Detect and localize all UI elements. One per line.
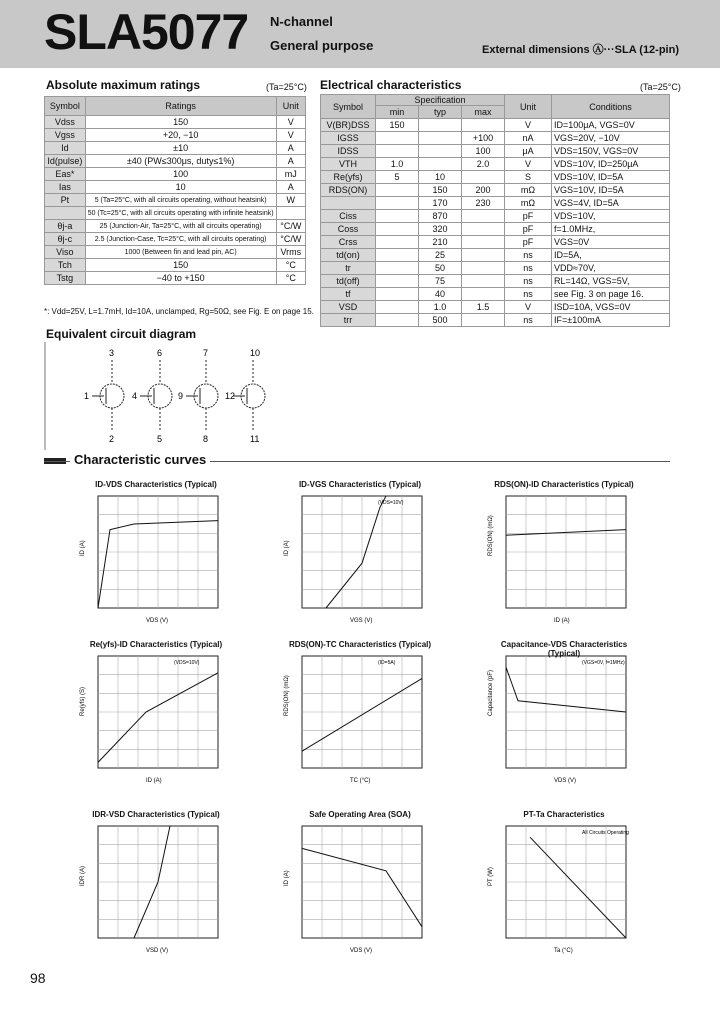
data-curve <box>530 837 626 938</box>
y-axis-label: Re(yfs) (S) <box>80 687 86 716</box>
elec-max: 100 <box>462 145 505 158</box>
circuit-pin-left: 4 <box>132 391 138 401</box>
elec-condition: VDS=150V, VGS=0V <box>552 145 670 158</box>
elec-col-max: max <box>462 106 505 119</box>
abs-rating: 50 (Tc=25°C, with all circuits operating with infinite heatsink) <box>85 207 276 220</box>
elec-condition: ID=5A, <box>552 249 670 262</box>
elec-typ: 50 <box>419 262 462 275</box>
x-axis-label: Ta (°C) <box>554 948 573 954</box>
abs-symbol: Id <box>45 142 86 155</box>
abs-unit: °C <box>276 272 305 285</box>
elec-min: 5 <box>376 171 419 184</box>
abs-unit: mJ <box>276 168 305 181</box>
elec-row <box>321 288 670 301</box>
elec-symbol: Crss <box>321 236 376 249</box>
circuit-pin-top: 6 <box>157 348 163 358</box>
abs-max-table <box>44 96 306 285</box>
elec-unit: pF <box>505 223 552 236</box>
elec-col-spec: Specification <box>376 95 505 106</box>
elec-min <box>376 197 419 210</box>
abs-col-symbol: Symbol <box>45 97 86 116</box>
elec-row <box>321 197 670 210</box>
chart-plot <box>76 492 236 634</box>
circuit-pin-top: 10 <box>250 348 261 358</box>
chart-plot <box>76 652 236 794</box>
circuit-pin-bottom: 8 <box>203 434 209 444</box>
elec-min <box>376 275 419 288</box>
chart-title: Re(yfs)-ID Characteristics (Typical) <box>89 640 223 649</box>
elec-typ: 210 <box>419 236 462 249</box>
x-axis-label: VGS (V) <box>350 618 373 624</box>
circuit-pin-left: 9 <box>178 391 184 401</box>
circuit-pin-top: 7 <box>203 348 209 358</box>
chart-4 <box>76 640 236 782</box>
abs-rating: ±10 <box>85 142 276 155</box>
elec-typ: 500 <box>419 314 462 327</box>
elec-condition: RL=14Ω, VGS=5V, <box>552 275 670 288</box>
abs-unit: V <box>276 116 305 129</box>
elec-min <box>376 210 419 223</box>
y-axis-label: PT (W) <box>488 867 494 886</box>
abs-unit: A <box>276 155 305 168</box>
elec-row <box>321 171 670 184</box>
abs-symbol: Tstg <box>45 272 86 285</box>
elec-typ: 75 <box>419 275 462 288</box>
elec-max <box>462 119 505 132</box>
equivalent-circuit <box>44 342 322 450</box>
elec-table <box>320 94 670 327</box>
elec-unit: S <box>505 171 552 184</box>
part-number: SLA5077 <box>44 4 249 60</box>
abs-symbol: Viso <box>45 246 86 259</box>
elec-max: 230 <box>462 197 505 210</box>
elec-row <box>321 184 670 197</box>
abs-row <box>45 220 306 233</box>
elec-unit: nA <box>505 132 552 145</box>
elec-row <box>321 158 670 171</box>
abs-row <box>45 246 306 259</box>
abs-unit: V <box>276 129 305 142</box>
abs-row <box>45 142 306 155</box>
chart-title: Capacitance-VDS Characteristics (Typical) <box>500 640 628 658</box>
elec-condition: see Fig. 3 on page 16. <box>552 288 670 301</box>
abs-row <box>45 272 306 285</box>
elec-min <box>376 262 419 275</box>
elec-max <box>462 262 505 275</box>
elec-unit: V <box>505 158 552 171</box>
x-axis-label: VDS (V) <box>350 948 373 954</box>
elec-min <box>376 314 419 327</box>
elec-condition: ISD=10A, VGS=0V <box>552 301 670 314</box>
elec-min <box>376 301 419 314</box>
elec-max: 1.5 <box>462 301 505 314</box>
circuit-diagram <box>46 342 322 450</box>
elec-typ: 1.0 <box>419 301 462 314</box>
elec-condition: VDS=10V, <box>552 210 670 223</box>
elec-row <box>321 301 670 314</box>
circuit-pin-top: 3 <box>109 348 115 358</box>
abs-symbol: Eas* <box>45 168 86 181</box>
elec-typ: 320 <box>419 223 462 236</box>
chart-title: ID-VGS Characteristics (Typical) <box>298 480 422 489</box>
elec-max <box>462 314 505 327</box>
elec-symbol: tr <box>321 262 376 275</box>
chart-title: IDR-VSD Characteristics (Typical) <box>92 810 220 819</box>
elec-symbol <box>321 197 376 210</box>
circuit-pin-bottom: 2 <box>109 434 115 444</box>
abs-row <box>45 155 306 168</box>
elec-unit: ns <box>505 314 552 327</box>
elec-condition: (Ta=25°C) <box>640 82 681 92</box>
elec-typ: 40 <box>419 288 462 301</box>
elec-row <box>321 275 670 288</box>
elec-col-symbol: Symbol <box>321 95 376 119</box>
abs-symbol: Pt <box>45 194 86 207</box>
chart-note: (VGS=0V, f=1MHz) <box>582 660 625 666</box>
abs-symbol: Vdss <box>45 116 86 129</box>
elec-max <box>462 275 505 288</box>
chart-title: PT-Ta Characteristics <box>523 810 605 819</box>
chart-title: ID-VDS Characteristics (Typical) <box>95 480 217 489</box>
y-axis-label: ID (A) <box>80 540 86 556</box>
x-axis-label: VDS (V) <box>146 618 169 624</box>
x-axis-label: VSD (V) <box>146 948 169 954</box>
elec-symbol: trr <box>321 314 376 327</box>
elec-condition: IF=±100mA <box>552 314 670 327</box>
elec-row <box>321 236 670 249</box>
chart-5 <box>280 640 440 782</box>
abs-unit: W <box>276 194 305 207</box>
elec-symbol: td(off) <box>321 275 376 288</box>
chart-note: (ID=5A) <box>378 660 396 666</box>
elec-condition: ID=100μA, VGS=0V <box>552 119 670 132</box>
chart-8 <box>280 810 440 952</box>
elec-condition: VGS=20V, −10V <box>552 132 670 145</box>
external-dimensions: External dimensions Ⓐ···SLA (12-pin) <box>482 44 680 56</box>
elec-symbol: Re(yfs) <box>321 171 376 184</box>
elec-typ: 25 <box>419 249 462 262</box>
elec-unit: pF <box>505 236 552 249</box>
chart-plot <box>484 492 644 634</box>
elec-unit: ns <box>505 275 552 288</box>
abs-rating: 150 <box>85 259 276 272</box>
abs-rating: 10 <box>85 181 276 194</box>
elec-condition: VGS=4V, ID=5A <box>552 197 670 210</box>
channel-type: N-channel <box>270 14 333 29</box>
elec-max <box>462 288 505 301</box>
curves-title: Characteristic curves <box>70 452 210 467</box>
elec-min <box>376 223 419 236</box>
chart-plot <box>280 822 440 964</box>
elec-unit: mΩ <box>505 184 552 197</box>
abs-row <box>45 168 306 181</box>
elec-min <box>376 288 419 301</box>
abs-unit: °C/W <box>276 220 305 233</box>
abs-symbol: θj-c <box>45 233 86 246</box>
chart-7 <box>76 810 236 952</box>
y-axis-label: ID (A) <box>284 540 290 556</box>
abs-rating: 25 (Junction-Air, Ta=25°C, with all circuits operating) <box>85 220 276 233</box>
elec-row <box>321 314 670 327</box>
abs-symbol: Tch <box>45 259 86 272</box>
elec-min <box>376 236 419 249</box>
elec-symbol: tf <box>321 288 376 301</box>
elec-min: 150 <box>376 119 419 132</box>
chart-plot <box>280 492 440 634</box>
abs-rating: 2.5 (Junction-Case, Tc=25°C, with all circuits operating) <box>85 233 276 246</box>
x-axis-label: VDS (V) <box>554 778 577 784</box>
elec-condition: VDD≈70V, <box>552 262 670 275</box>
elec-max <box>462 210 505 223</box>
chart-note: (VDS=10V) <box>378 500 404 506</box>
elec-row <box>321 132 670 145</box>
elec-unit: V <box>505 301 552 314</box>
elec-unit: ns <box>505 288 552 301</box>
chart-note: (VDS=10V) <box>174 660 200 666</box>
y-axis-label: RDS(ON) (mΩ) <box>284 675 290 716</box>
elec-min <box>376 184 419 197</box>
purpose-text: General purpose <box>270 38 374 53</box>
abs-rating: 100 <box>85 168 276 181</box>
abs-unit <box>276 207 305 220</box>
elec-condition: VGS=0V <box>552 236 670 249</box>
elec-row <box>321 210 670 223</box>
elec-typ <box>419 158 462 171</box>
y-axis-label: IDR (A) <box>80 866 86 886</box>
abs-rating: −40 to +150 <box>85 272 276 285</box>
elec-row <box>321 249 670 262</box>
abs-unit: °C/W <box>276 233 305 246</box>
elec-condition: VDS=10V, ID=5A <box>552 171 670 184</box>
elec-max: +100 <box>462 132 505 145</box>
abs-symbol: θj-a <box>45 220 86 233</box>
abs-rating: 5 (Ta=25°C, with all circuits operating, without heatsink) <box>85 194 276 207</box>
elec-max <box>462 236 505 249</box>
abs-unit: A <box>276 142 305 155</box>
abs-max-condition: (Ta=25°C) <box>266 82 307 92</box>
chart-1 <box>76 480 236 622</box>
elec-min: 1.0 <box>376 158 419 171</box>
elec-condition: f=1.0MHz, <box>552 223 670 236</box>
abs-row <box>45 116 306 129</box>
elec-unit: ns <box>505 262 552 275</box>
elec-typ: 870 <box>419 210 462 223</box>
abs-max-title: Absolute maximum ratings <box>46 78 201 92</box>
elec-typ <box>419 132 462 145</box>
chart-plot <box>484 822 644 964</box>
x-axis-label: TC (°C) <box>350 778 371 784</box>
abs-unit: °C <box>276 259 305 272</box>
abs-row <box>45 259 306 272</box>
elec-min <box>376 132 419 145</box>
abs-row <box>45 129 306 142</box>
abs-max-note: *: Vdd=25V, L=1.7mH, Id=10A, unclamped, Rg=50Ω, see Fig. E on page 15. <box>44 307 314 316</box>
y-axis-label: ID (A) <box>284 870 290 886</box>
circuit-pin-bottom: 5 <box>157 434 163 444</box>
circuit-pin-left: 1 <box>84 391 90 401</box>
abs-col-unit: Unit <box>276 97 305 116</box>
circuit-pin-left: 12 <box>225 391 236 401</box>
elec-max <box>462 249 505 262</box>
elec-max: 200 <box>462 184 505 197</box>
elec-min <box>376 145 419 158</box>
elec-unit: μA <box>505 145 552 158</box>
abs-col-ratings: Ratings <box>85 97 276 116</box>
y-axis-label: Capacitance (pF) <box>488 669 494 716</box>
abs-symbol: Id(pulse) <box>45 155 86 168</box>
elec-typ <box>419 145 462 158</box>
elec-unit: V <box>505 119 552 132</box>
chart-3 <box>484 480 644 622</box>
circuit-title: Equivalent circuit diagram <box>46 327 197 341</box>
circuit-pin-bottom: 11 <box>250 434 260 444</box>
elec-symbol: VTH <box>321 158 376 171</box>
elec-typ: 10 <box>419 171 462 184</box>
elec-col-conditions: Conditions <box>552 95 670 119</box>
elec-symbol: td(on) <box>321 249 376 262</box>
elec-symbol: V(BR)DSS <box>321 119 376 132</box>
elec-typ: 170 <box>419 197 462 210</box>
chart-title: RDS(ON)-TC Characteristics (Typical) <box>288 640 432 649</box>
abs-symbol: Vgss <box>45 129 86 142</box>
elec-max <box>462 171 505 184</box>
elec-col-typ: typ <box>419 106 462 119</box>
elec-symbol: RDS(ON) <box>321 184 376 197</box>
chart-title: Safe Operating Area (SOA) <box>309 810 411 819</box>
abs-row <box>45 181 306 194</box>
elec-row <box>321 262 670 275</box>
x-axis-label: ID (A) <box>146 778 162 784</box>
abs-unit: A <box>276 181 305 194</box>
abs-unit: Vrms <box>276 246 305 259</box>
chart-9 <box>484 810 644 952</box>
y-axis-label: RDS(ON) (mΩ) <box>488 515 494 556</box>
chart-plot <box>484 652 644 794</box>
elec-symbol: IDSS <box>321 145 376 158</box>
x-axis-label: ID (A) <box>554 618 570 624</box>
chart-note: All Circuits Operating <box>582 830 629 836</box>
elec-row <box>321 119 670 132</box>
abs-rating: ±40 (PW≤300μs, duty≤1%) <box>85 155 276 168</box>
elec-title: Electrical characteristics <box>320 78 462 92</box>
elec-max: 2.0 <box>462 158 505 171</box>
elec-symbol: VSD <box>321 301 376 314</box>
elec-max <box>462 223 505 236</box>
elec-condition: VGS=10V, ID=5A <box>552 184 670 197</box>
abs-rating: 150 <box>85 116 276 129</box>
elec-symbol: Coss <box>321 223 376 236</box>
abs-row <box>45 207 306 220</box>
elec-typ: 150 <box>419 184 462 197</box>
abs-rating: 1000 (Between fin and lead pin, AC) <box>85 246 276 259</box>
elec-row <box>321 223 670 236</box>
elec-condition: VDS=10V, ID=250μA <box>552 158 670 171</box>
elec-row <box>321 145 670 158</box>
abs-symbol <box>45 207 86 220</box>
abs-symbol: Ias <box>45 181 86 194</box>
abs-rating: +20, −10 <box>85 129 276 142</box>
elec-unit: mΩ <box>505 197 552 210</box>
elec-col-min: min <box>376 106 419 119</box>
chart-6 <box>484 640 644 782</box>
elec-min <box>376 249 419 262</box>
elec-typ <box>419 119 462 132</box>
abs-row <box>45 233 306 246</box>
page-number: 98 <box>30 970 46 986</box>
chart-title: RDS(ON)-ID Characteristics (Typical) <box>494 480 634 489</box>
chart-plot <box>280 652 440 794</box>
elec-unit: pF <box>505 210 552 223</box>
chart-plot <box>76 822 236 964</box>
chart-2 <box>280 480 440 622</box>
elec-unit: ns <box>505 249 552 262</box>
elec-col-unit: Unit <box>505 95 552 119</box>
abs-row <box>45 194 306 207</box>
elec-symbol: IGSS <box>321 132 376 145</box>
elec-symbol: Ciss <box>321 210 376 223</box>
